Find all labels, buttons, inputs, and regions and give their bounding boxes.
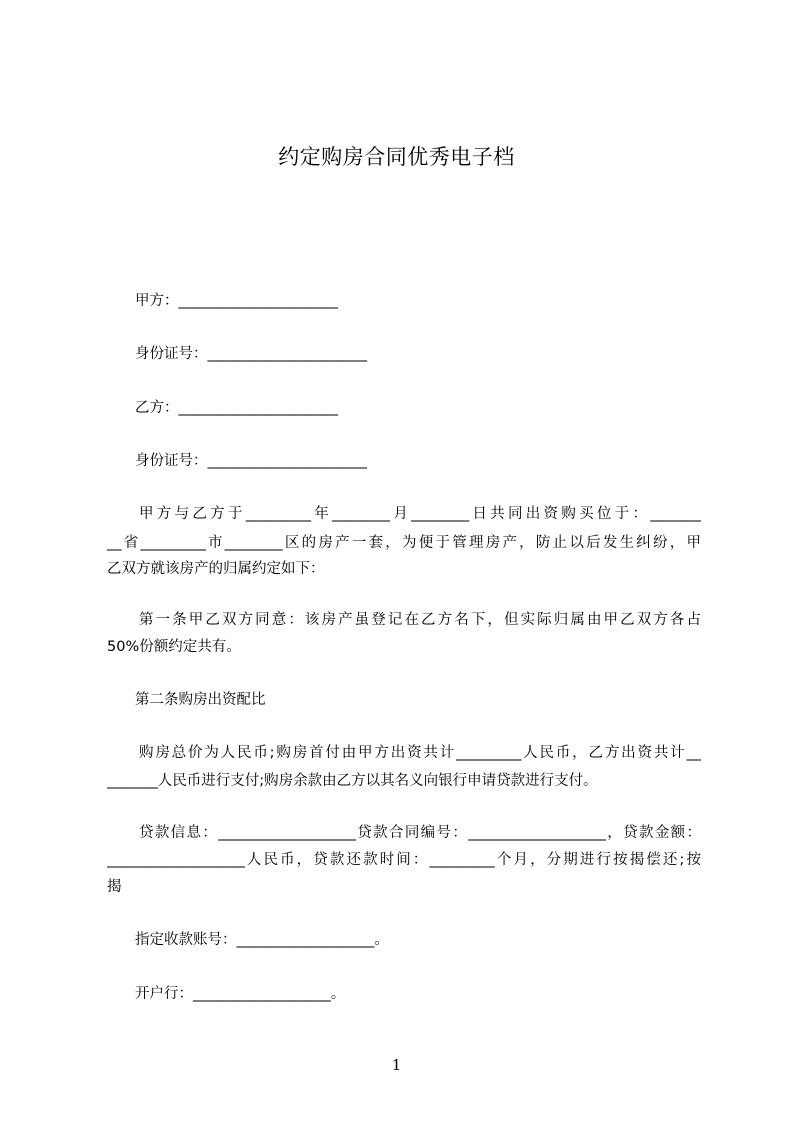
- page-number: 1: [391, 1056, 402, 1074]
- article-2-heading: 第二条购房出资配比: [135, 692, 266, 708]
- party-a-id-line: 身份证号：______________________: [135, 346, 367, 362]
- intro-paragraph-line-3: 乙双方就该房产的归属约定如下：: [107, 561, 325, 577]
- article-1-line-2: 50%份额约定共有。: [107, 639, 241, 655]
- article-1-line-1: 第一条甲乙双方同意：该房产虽登记在乙方名下，但实际归属由甲乙双方各占: [139, 612, 701, 628]
- receiving-account-line: 指定收款账号：___________________。: [135, 932, 389, 948]
- intro-paragraph-line-1: 甲方与乙方于_________年________月________日共同出资购买位于：_______: [139, 506, 701, 522]
- intro-paragraph-line-2: __省_________市________区的房产一套，为便于管理房产，防止以后发生纠纷，甲: [107, 535, 701, 551]
- document-title: 约定购房合同优秀电子档: [278, 145, 515, 169]
- loan-paragraph-line-3: 揭: [107, 879, 122, 895]
- party-b-line: 乙方：______________________: [135, 400, 338, 416]
- party-a-line: 甲方：______________________: [135, 293, 338, 309]
- loan-paragraph-line-2: ___________________人民币，贷款还款时间：_________个月，分期进行按揭偿还;按: [107, 852, 701, 868]
- payment-paragraph-line-2: _______人民币进行支付;购房余款由乙方以其名义向银行申请贷款进行支付。: [107, 773, 598, 789]
- payment-paragraph-line-1: 购房总价为人民币;购房首付由甲方出资共计_________人民币，乙方出资共计__: [139, 745, 701, 761]
- bank-line: 开户行：___________________。: [135, 986, 346, 1002]
- party-b-id-line: 身份证号：______________________: [135, 453, 367, 469]
- loan-paragraph-line-1: 贷款信息：___________________贷款合同编号：___________________，贷款金额：: [139, 825, 701, 841]
